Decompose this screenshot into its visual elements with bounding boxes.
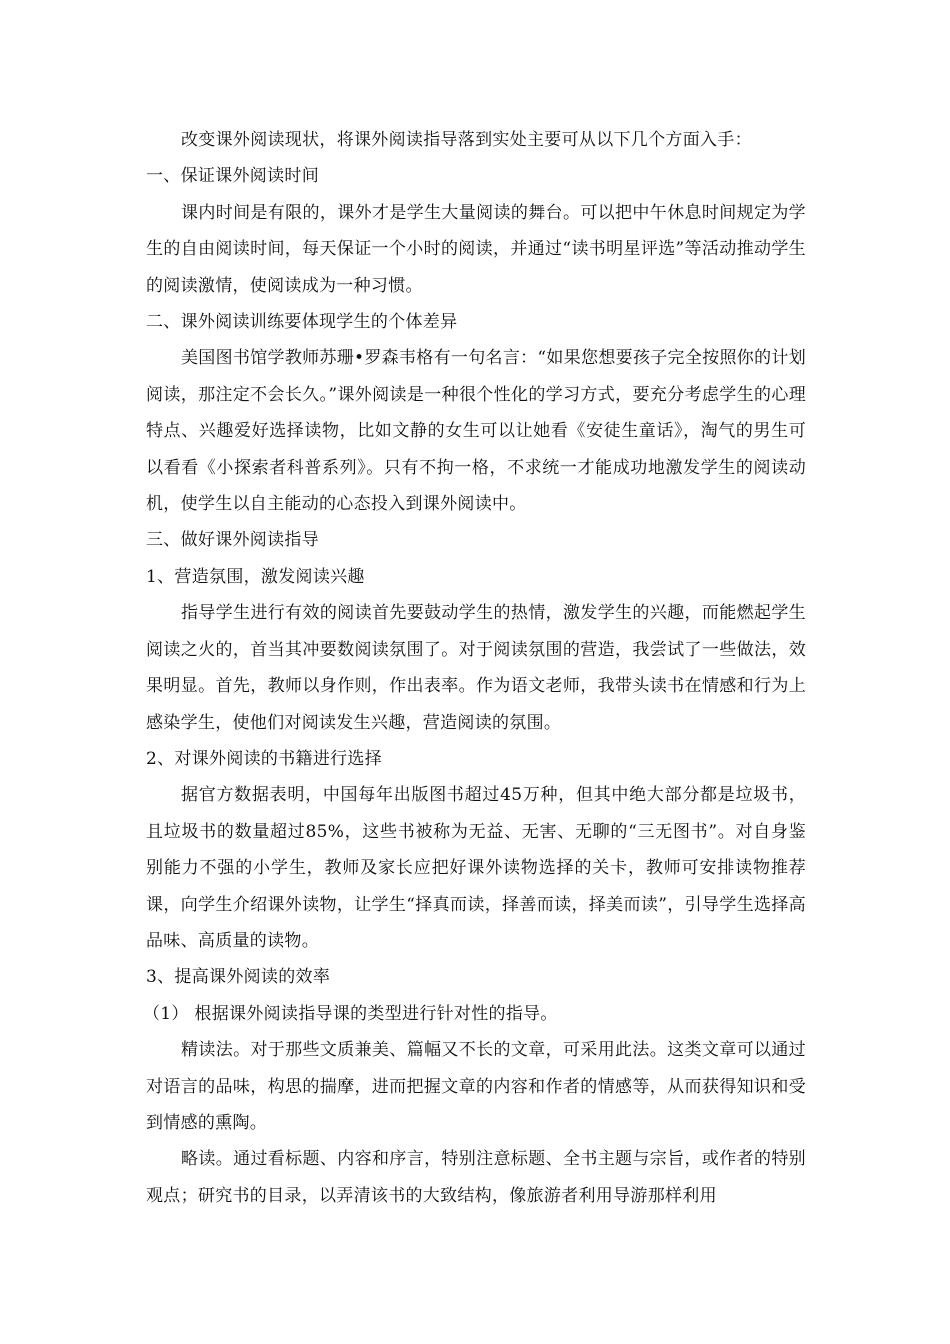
intensive-reading-paragraph: 精读法。对于那些文质兼美、篇幅又不长的文章，可采用此法。这类文章可以通过对语言的品味，构思的揣摩，进而把握文章的内容和作者的情感等，从而获得知识和受到情感的熏陶。 [146, 1040, 806, 1133]
subsection-heading-1: 1、营造氛围，激发阅读兴趣 [146, 566, 365, 587]
subsection-heading-3: 3、提高课外阅读的效率 [146, 967, 331, 988]
subsection-1-paragraph: 指导学生进行有效的阅读首先要鼓动学生的热情，激发学生的兴趣，而能燃起学生阅读之火的，首当其冲要数阅读氛围了。对于阅读氛围的营造，我尝试了一些做法，效果明显。首先，教师以身作则，作出表率。作为语文老师，我带头读书在情感和行为上感染学生，使他们对阅读发生兴趣，营造阅读的氛围。 [146, 603, 806, 733]
section-heading-3: 三、做好课外阅读指导 [146, 530, 319, 551]
skim-reading-paragraph: 略读。通过看标题、内容和序言，特别注意标题、全书主题与宗旨，或作者的特别观点；研究书的目录，以弄清该书的大致结构，像旅游者利用导游那样利用 [146, 1149, 806, 1206]
section-1-paragraph: 课内时间是有限的，课外才是学生大量阅读的舞台。可以把中午休息时间规定为学生的自由阅读时间，每天保证一个小时的阅读，并通过“读书明星评选”等活动推动学生的阅读激情，使阅读成为一种习惯。 [146, 202, 806, 296]
subsection-2-paragraph: 据官方数据表明，中国每年出版图书超过45万种，但其中绝大部分都是垃圾书，且垃圾书的数量超过85%，这些书被称为无益、无害、无聊的“三无图书”。对自身鉴别能力不强的小学生，教师及家长应把好课外读物选择的关卡，教师可安排读物推荐课，向学生介绍课外读物，让学生“择真而读，择善而读，择美而读”，引导学生选择高品味、高质量的读物。 [146, 785, 806, 951]
section-heading-2: 二、课外阅读训练要体现学生的个体差异 [146, 312, 458, 333]
document-body [143, 122, 806, 1214]
subsection-heading-2: 2、对课外阅读的书籍进行选择 [146, 748, 383, 769]
intro-paragraph: 改变课外阅读现状，将课外阅读指导落到实处主要可从以下几个方面入手： [181, 130, 752, 150]
numbered-item-1: （1） 根据课外阅读指导课的类型进行针对性的指导。 [143, 1003, 558, 1024]
section-heading-1: 一、保证课外阅读时间 [146, 166, 319, 187]
section-2-paragraph: 美国图书馆学教师苏珊•罗森韦格有一句名言：“如果您想要孩子完全按照你的计划阅读，那注定不会长久。”课外阅读是一种很个性化的学习方式，要充分考虑学生的心理特点、兴趣爱好选择读物，比如文静的女生可以让她看《安徒生童话》，淘气的男生可以看看《小探索者科普系列》。只有不拘一格，不求统一才能成功地激发学生的阅读动机，使学生以自主能动的心态投入到课外阅读中。 [146, 348, 806, 515]
